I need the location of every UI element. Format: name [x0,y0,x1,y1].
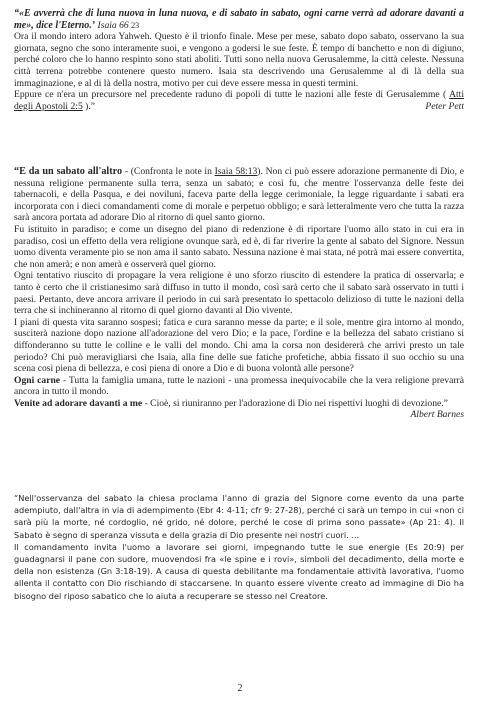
plans-paragraph: I piani di questa vita saranno sospesi; fatica e cura saranno messe da parte; e il sole, mentre gira intorno al mondo, susciterà nazione dopo nazione all'adorazione del vero Dio; e la pace, l'ordine e la bellezza del sabato cristiano si diffonderanno su tutte le colline e le valli del mondo. Chi ama la corsa non desidererà che arrivi presto un tale periodo? Chi può meravigliarsi che Isaia, alla fine delle sue fatiche profetiche, abbia fissato il suo occhio su una scena così piena di bellezza, e così piena di onore a Dio e di buona volontà alle persone? [14,316,464,375]
grace-paragraph: “Nell'osservanza del sabato la chiesa proclama l'anno di grazia del Signore come evento da una parte adempiuto, dall'altra in via di adempimento (Ebr 4: 4-11; cfr 9: 27-28), perché ci sarà un tempo in cui «non ci sarà più la morte, né cordoglio, né grido, né dolore, perché le cose di prima sono passate» (Ap 21: 4). Il Sabato è segno di speranza vissuta e della grazia di Dio presente nei nostri cuori. ... [14,493,464,540]
isaiah-reference-link[interactable]: Isaia 58:13 [214,166,258,177]
isaiah-quote [14,8,464,31]
page-number: 2 [237,683,243,694]
closing-paragraph [14,89,464,112]
acts-reference-link[interactable]: Atti degli Apostoli 2:5 [14,89,465,112]
closing-text: Eppure ce n'era un precursore nel precedente raduno di popoli di tutte le nazioni alle feste di Gerusalemme ( [14,89,447,101]
quote-text: “«E avverrà che di luna nuova in luna nuova, e di sabato in sabato, ogni carne verrà ad adorare davanti a me», dice l'Eterno.’ [14,8,464,31]
paragraph-text: - Tutta la famiglia umana, tutte le nazioni - una promessa inequivocabile che la vera religione prevarrà ancora in tutto il mondo. [14,374,464,398]
section-peter-pett [14,8,464,112]
section-church-text [14,492,464,602]
paragraph-lead: Ogni carne [14,374,61,386]
section-albert-barnes [14,166,464,421]
paragraph-lead: Venite ad adorare davanti a me [14,397,143,409]
quote-reference: Isaia 66 [97,19,129,31]
paradise-paragraph: Fu istituito in paradiso; e come un disegno del piano di redenzione è di riportare l'uomo allo stato in cui era in paradiso, così un effetto della vera religione ovunque sarà, ed è, di far riverire la gente al sabato del Signore. Nessun uomo diventa veramente pio se non ama il santo sabato. Nessuna nazione è mai stata, né potrà mai essere convertita, che non amerà; e non amerà e osserverà quel giorno. [14,223,464,270]
closing-end: ).” [85,100,96,112]
commandment-paragraph: Il comandamento invita l'uomo a lavorare sei giorni, impegnando tutte le sue energie (Es 20:9) per guadagnarsi il pane con sudore, muovendosi fra «le spine e i rovi», simboli del decadimento, della morte e della non esistenza (Gn 3:18-19). A causa di questa debilitante ma fondamentale attività lavorativa, l'uomo allenta il contatto con Dio rischiando di staccarsene. In quanto essere vivente creato ad immagine di Dio ha bisogno del riposo sabatico che lo aiuta a recuperare se stesso nel Creatore. [14,541,464,601]
paragraph-intro: - (Confronta le note in [122,166,215,177]
commentary-paragraph: Ora il mondo intero adora Yahweh. Questo è il trionfo finale. Mese per mese, sabato dopo sabato, osservano la sua giornata, segno che sono interamente suoi, e vengono a godersi le sue feste. È tempo di banchetto e non di digiuno, perché coloro che lo hanno respinto sono stati aboliti. Tutti sono nella nuova Gerusalemme, la città celeste. Nessuna città terrena potrebbe contenere questo numero. Isaia sta descrivendo una Gerusalemme al di là della sua immaginazione, e al di là della nostra, motivo per cui deve essere messa in questi termini. [14,31,464,89]
author-signature: Peter Pett [425,100,464,112]
paragraph-text: - Cioè, si riuniranno per l'adorazione di Dio nei rispettivi luoghi di devozione.” [142,397,448,409]
quote-verse-number: 23 [131,20,140,30]
sabbath-paragraph [14,166,464,224]
worship-paragraph [14,397,464,421]
paragraph-lead: “E da un sabato all'altro [14,166,123,177]
propagation-paragraph: Ogni tentativo riuscito di propagare la vera religione è uno sforzo riuscito di estendere la pratica di osservarla; e tanto è certo che il cristianesimo sarà diffuso in tutto il mondo, così sarà certo che il sabato sarà osservato in tutti i paesi. Pertanto, deve ancora arrivare il periodo in cui sarà presentato lo spettacolo delizioso di tutte le nazioni della terra che si inchineranno al ritorno di quel giorno davanti al Dio vivente. [14,270,464,317]
paragraph-text: ). Non ci può essere adorazione permanente di Dio, e nessuna religione permanente sulla terra, senza un sabato; e così fu, che mentre l'osservanza delle feste dei tabernacoli, e della Pasqua, e dei noviluni, faceva parte della legge cerimoniale, la legge riguardante i sabati era incorporata con i dieci comandamenti come di morale e perpetuo obbligo; e sarà letteralmente vero che tutta la razza sarà ancora portata ad adorare Dio al ritorno di quel santo giorno. [14,166,464,224]
author-signature: Albert Barnes [410,409,464,421]
all-flesh-paragraph [14,375,464,398]
